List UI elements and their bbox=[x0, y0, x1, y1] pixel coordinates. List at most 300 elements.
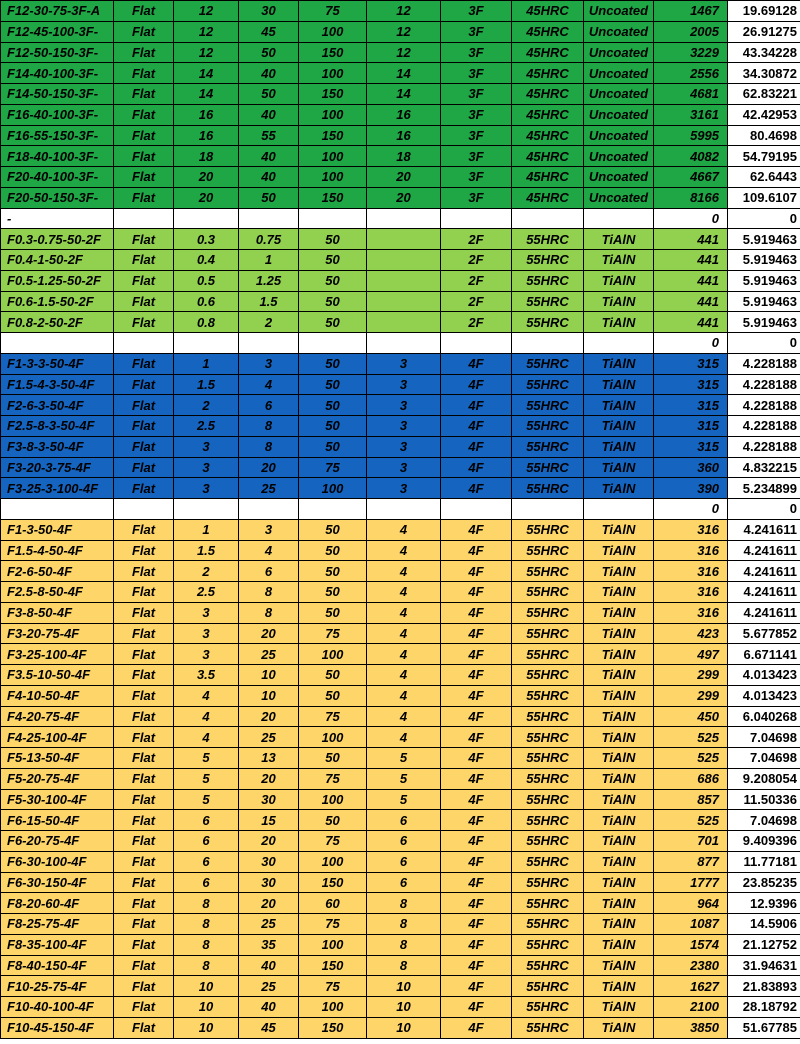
cell-shape[interactable]: Flat bbox=[114, 187, 174, 208]
cell-diameter[interactable]: 16 bbox=[174, 125, 239, 146]
cell-flute-length[interactable]: 6 bbox=[239, 561, 299, 582]
cell-price[interactable]: 1087 bbox=[654, 914, 728, 935]
cell-value[interactable]: 4.013423 bbox=[728, 665, 800, 686]
cell-overall-length[interactable]: 100 bbox=[299, 104, 367, 125]
cell-hardness[interactable]: 45HRC bbox=[512, 146, 584, 167]
cell-coating[interactable] bbox=[584, 499, 654, 520]
cell-value[interactable]: 5.677852 bbox=[728, 623, 800, 644]
cell-flutes[interactable]: 4F bbox=[441, 810, 512, 831]
cell-shank[interactable]: 5 bbox=[367, 748, 441, 769]
cell-value[interactable]: 11.77181 bbox=[728, 851, 800, 872]
cell-value[interactable]: 31.94631 bbox=[728, 955, 800, 976]
cell-shape[interactable]: Flat bbox=[114, 312, 174, 333]
cell-flute-length[interactable]: 30 bbox=[239, 789, 299, 810]
cell-shape[interactable]: Flat bbox=[114, 84, 174, 105]
cell-coating[interactable]: TiAlN bbox=[584, 685, 654, 706]
cell-hardness[interactable]: 55HRC bbox=[512, 457, 584, 478]
cell-value[interactable]: 5.919463 bbox=[728, 312, 800, 333]
cell-value[interactable]: 43.34228 bbox=[728, 42, 800, 63]
cell-part-number[interactable]: F4-20-75-4F bbox=[1, 706, 114, 727]
cell-hardness[interactable]: 45HRC bbox=[512, 187, 584, 208]
cell-shank[interactable]: 3 bbox=[367, 416, 441, 437]
cell-flute-length[interactable]: 8 bbox=[239, 436, 299, 457]
cell-part-number[interactable]: F0.6-1.5-50-2F bbox=[1, 291, 114, 312]
cell-overall-length[interactable]: 50 bbox=[299, 602, 367, 623]
cell-value[interactable]: 4.228188 bbox=[728, 436, 800, 457]
cell-diameter[interactable]: 0.6 bbox=[174, 291, 239, 312]
cell-flutes[interactable]: 2F bbox=[441, 291, 512, 312]
cell-coating[interactable]: TiAlN bbox=[584, 914, 654, 935]
cell-flutes[interactable]: 4F bbox=[441, 955, 512, 976]
cell-value[interactable]: 6.040268 bbox=[728, 706, 800, 727]
cell-flutes[interactable]: 4F bbox=[441, 374, 512, 395]
cell-diameter[interactable]: 3 bbox=[174, 436, 239, 457]
cell-overall-length[interactable]: 150 bbox=[299, 125, 367, 146]
cell-price[interactable]: 450 bbox=[654, 706, 728, 727]
cell-hardness[interactable]: 55HRC bbox=[512, 810, 584, 831]
cell-hardness[interactable]: 55HRC bbox=[512, 602, 584, 623]
cell-flutes[interactable]: 4F bbox=[441, 748, 512, 769]
cell-flutes[interactable]: 4F bbox=[441, 436, 512, 457]
cell-value[interactable]: 4.228188 bbox=[728, 353, 800, 374]
cell-part-number[interactable]: F1.5-4-50-4F bbox=[1, 540, 114, 561]
cell-flute-length[interactable]: 20 bbox=[239, 623, 299, 644]
cell-hardness[interactable] bbox=[512, 333, 584, 354]
cell-overall-length[interactable]: 50 bbox=[299, 748, 367, 769]
cell-overall-length[interactable]: 150 bbox=[299, 955, 367, 976]
cell-hardness[interactable]: 55HRC bbox=[512, 436, 584, 457]
cell-flute-length[interactable]: 25 bbox=[239, 914, 299, 935]
cell-shank[interactable]: 6 bbox=[367, 872, 441, 893]
cell-price[interactable]: 360 bbox=[654, 457, 728, 478]
cell-diameter[interactable]: 10 bbox=[174, 997, 239, 1018]
cell-part-number[interactable]: F0.8-2-50-2F bbox=[1, 312, 114, 333]
cell-shape[interactable]: Flat bbox=[114, 291, 174, 312]
cell-hardness[interactable]: 55HRC bbox=[512, 250, 584, 271]
cell-overall-length[interactable] bbox=[299, 333, 367, 354]
cell-coating[interactable]: Uncoated bbox=[584, 1, 654, 22]
cell-flute-length[interactable]: 40 bbox=[239, 104, 299, 125]
cell-overall-length[interactable]: 50 bbox=[299, 810, 367, 831]
cell-shank[interactable]: 4 bbox=[367, 685, 441, 706]
cell-flutes[interactable]: 4F bbox=[441, 395, 512, 416]
cell-coating[interactable]: Uncoated bbox=[584, 63, 654, 84]
cell-part-number[interactable]: F1.5-4-3-50-4F bbox=[1, 374, 114, 395]
cell-overall-length[interactable]: 50 bbox=[299, 250, 367, 271]
cell-coating[interactable]: Uncoated bbox=[584, 104, 654, 125]
cell-diameter[interactable]: 2.5 bbox=[174, 582, 239, 603]
cell-flutes[interactable]: 4F bbox=[441, 789, 512, 810]
cell-coating[interactable]: TiAlN bbox=[584, 1017, 654, 1038]
cell-flute-length[interactable]: 1 bbox=[239, 250, 299, 271]
cell-flutes[interactable]: 4F bbox=[441, 872, 512, 893]
cell-flutes[interactable]: 4F bbox=[441, 623, 512, 644]
cell-hardness[interactable]: 55HRC bbox=[512, 312, 584, 333]
cell-part-number[interactable]: F1-3-50-4F bbox=[1, 519, 114, 540]
cell-flute-length[interactable]: 25 bbox=[239, 976, 299, 997]
cell-flute-length[interactable]: 50 bbox=[239, 42, 299, 63]
cell-coating[interactable]: TiAlN bbox=[584, 997, 654, 1018]
cell-value[interactable]: 4.241611 bbox=[728, 519, 800, 540]
cell-value[interactable]: 4.832215 bbox=[728, 457, 800, 478]
cell-coating[interactable]: TiAlN bbox=[584, 789, 654, 810]
cell-diameter[interactable]: 6 bbox=[174, 831, 239, 852]
cell-hardness[interactable]: 45HRC bbox=[512, 42, 584, 63]
cell-flute-length[interactable]: 45 bbox=[239, 1017, 299, 1038]
cell-overall-length[interactable]: 100 bbox=[299, 789, 367, 810]
cell-part-number[interactable]: F8-20-60-4F bbox=[1, 893, 114, 914]
cell-hardness[interactable]: 45HRC bbox=[512, 167, 584, 188]
cell-shape[interactable]: Flat bbox=[114, 768, 174, 789]
cell-flutes[interactable]: 3F bbox=[441, 167, 512, 188]
cell-shape[interactable]: Flat bbox=[114, 540, 174, 561]
cell-value[interactable]: 80.4698 bbox=[728, 125, 800, 146]
cell-coating[interactable]: Uncoated bbox=[584, 187, 654, 208]
cell-flutes[interactable]: 3F bbox=[441, 104, 512, 125]
cell-shank[interactable]: 4 bbox=[367, 623, 441, 644]
cell-flutes[interactable]: 4F bbox=[441, 457, 512, 478]
cell-part-number[interactable]: F2.5-8-3-50-4F bbox=[1, 416, 114, 437]
cell-price[interactable]: 525 bbox=[654, 810, 728, 831]
cell-hardness[interactable]: 55HRC bbox=[512, 582, 584, 603]
cell-flutes[interactable]: 4F bbox=[441, 997, 512, 1018]
cell-diameter[interactable]: 6 bbox=[174, 810, 239, 831]
cell-diameter[interactable]: 14 bbox=[174, 84, 239, 105]
cell-overall-length[interactable]: 50 bbox=[299, 416, 367, 437]
cell-value[interactable]: 51.67785 bbox=[728, 1017, 800, 1038]
cell-diameter[interactable]: 0.5 bbox=[174, 270, 239, 291]
cell-shape[interactable]: Flat bbox=[114, 706, 174, 727]
cell-shape[interactable]: Flat bbox=[114, 582, 174, 603]
cell-flute-length[interactable]: 30 bbox=[239, 1, 299, 22]
cell-coating[interactable]: TiAlN bbox=[584, 748, 654, 769]
cell-flutes[interactable]: 4F bbox=[441, 706, 512, 727]
cell-shape[interactable]: Flat bbox=[114, 519, 174, 540]
cell-hardness[interactable] bbox=[512, 208, 584, 229]
cell-price[interactable]: 964 bbox=[654, 893, 728, 914]
cell-flutes[interactable]: 3F bbox=[441, 42, 512, 63]
cell-price[interactable]: 441 bbox=[654, 291, 728, 312]
cell-value[interactable]: 4.241611 bbox=[728, 602, 800, 623]
cell-shank[interactable]: 4 bbox=[367, 727, 441, 748]
cell-flute-length[interactable]: 25 bbox=[239, 644, 299, 665]
cell-hardness[interactable]: 55HRC bbox=[512, 395, 584, 416]
cell-part-number[interactable]: F10-40-100-4F bbox=[1, 997, 114, 1018]
cell-hardness[interactable]: 55HRC bbox=[512, 1017, 584, 1038]
cell-value[interactable]: 34.30872 bbox=[728, 63, 800, 84]
cell-price[interactable]: 423 bbox=[654, 623, 728, 644]
cell-flute-length[interactable]: 1.25 bbox=[239, 270, 299, 291]
cell-flutes[interactable]: 4F bbox=[441, 353, 512, 374]
cell-part-number[interactable]: F8-25-75-4F bbox=[1, 914, 114, 935]
cell-overall-length[interactable]: 150 bbox=[299, 1017, 367, 1038]
cell-hardness[interactable]: 55HRC bbox=[512, 561, 584, 582]
cell-shank[interactable]: 14 bbox=[367, 84, 441, 105]
cell-flute-length[interactable]: 20 bbox=[239, 831, 299, 852]
cell-shape[interactable]: Flat bbox=[114, 914, 174, 935]
cell-flute-length[interactable]: 8 bbox=[239, 416, 299, 437]
cell-price[interactable]: 525 bbox=[654, 727, 728, 748]
cell-diameter[interactable]: 3 bbox=[174, 457, 239, 478]
cell-flutes[interactable]: 4F bbox=[441, 831, 512, 852]
cell-value[interactable]: 0 bbox=[728, 208, 800, 229]
cell-diameter[interactable]: 8 bbox=[174, 955, 239, 976]
cell-overall-length[interactable]: 50 bbox=[299, 665, 367, 686]
cell-price[interactable]: 2005 bbox=[654, 21, 728, 42]
cell-diameter[interactable]: 8 bbox=[174, 893, 239, 914]
cell-shape[interactable]: Flat bbox=[114, 436, 174, 457]
cell-diameter[interactable]: 12 bbox=[174, 42, 239, 63]
cell-overall-length[interactable]: 50 bbox=[299, 270, 367, 291]
cell-coating[interactable]: TiAlN bbox=[584, 727, 654, 748]
cell-flutes[interactable]: 2F bbox=[441, 270, 512, 291]
cell-part-number[interactable]: F3-20-3-75-4F bbox=[1, 457, 114, 478]
cell-part-number[interactable]: F0.5-1.25-50-2F bbox=[1, 270, 114, 291]
cell-shank[interactable]: 3 bbox=[367, 478, 441, 499]
cell-flutes[interactable]: 4F bbox=[441, 914, 512, 935]
cell-flutes[interactable]: 4F bbox=[441, 665, 512, 686]
cell-overall-length[interactable]: 75 bbox=[299, 706, 367, 727]
cell-flute-length[interactable]: 35 bbox=[239, 934, 299, 955]
cell-flute-length[interactable]: 20 bbox=[239, 706, 299, 727]
cell-coating[interactable]: Uncoated bbox=[584, 84, 654, 105]
cell-shank[interactable]: 16 bbox=[367, 104, 441, 125]
cell-flutes[interactable]: 2F bbox=[441, 250, 512, 271]
cell-shape[interactable]: Flat bbox=[114, 665, 174, 686]
cell-diameter[interactable]: 1.5 bbox=[174, 374, 239, 395]
cell-price[interactable]: 441 bbox=[654, 250, 728, 271]
cell-value[interactable]: 26.91275 bbox=[728, 21, 800, 42]
cell-part-number[interactable]: F12-45-100-3F- bbox=[1, 21, 114, 42]
cell-part-number[interactable]: F2.5-8-50-4F bbox=[1, 582, 114, 603]
cell-diameter[interactable]: 14 bbox=[174, 63, 239, 84]
cell-shape[interactable]: Flat bbox=[114, 893, 174, 914]
cell-part-number[interactable] bbox=[1, 499, 114, 520]
cell-hardness[interactable]: 55HRC bbox=[512, 997, 584, 1018]
cell-price[interactable]: 1777 bbox=[654, 872, 728, 893]
cell-overall-length[interactable]: 50 bbox=[299, 540, 367, 561]
cell-shank[interactable]: 12 bbox=[367, 42, 441, 63]
cell-hardness[interactable]: 55HRC bbox=[512, 768, 584, 789]
cell-diameter[interactable]: 0.4 bbox=[174, 250, 239, 271]
cell-shape[interactable] bbox=[114, 333, 174, 354]
cell-price[interactable]: 315 bbox=[654, 416, 728, 437]
cell-flute-length[interactable]: 25 bbox=[239, 478, 299, 499]
cell-diameter[interactable]: 2 bbox=[174, 395, 239, 416]
cell-hardness[interactable]: 55HRC bbox=[512, 416, 584, 437]
cell-coating[interactable]: TiAlN bbox=[584, 872, 654, 893]
cell-diameter[interactable]: 18 bbox=[174, 146, 239, 167]
cell-shank[interactable]: 6 bbox=[367, 810, 441, 831]
cell-shape[interactable]: Flat bbox=[114, 250, 174, 271]
cell-hardness[interactable]: 55HRC bbox=[512, 665, 584, 686]
cell-price[interactable]: 2100 bbox=[654, 997, 728, 1018]
cell-flute-length[interactable]: 20 bbox=[239, 457, 299, 478]
cell-price[interactable]: 4681 bbox=[654, 84, 728, 105]
cell-shape[interactable]: Flat bbox=[114, 872, 174, 893]
cell-coating[interactable]: TiAlN bbox=[584, 312, 654, 333]
cell-shank[interactable]: 3 bbox=[367, 374, 441, 395]
cell-flute-length[interactable]: 10 bbox=[239, 665, 299, 686]
cell-value[interactable]: 23.85235 bbox=[728, 872, 800, 893]
cell-shape[interactable]: Flat bbox=[114, 353, 174, 374]
cell-flutes[interactable]: 4F bbox=[441, 727, 512, 748]
cell-shank[interactable]: 8 bbox=[367, 955, 441, 976]
cell-shape[interactable]: Flat bbox=[114, 851, 174, 872]
cell-flute-length[interactable]: 4 bbox=[239, 374, 299, 395]
cell-price[interactable]: 316 bbox=[654, 602, 728, 623]
cell-hardness[interactable]: 45HRC bbox=[512, 125, 584, 146]
cell-hardness[interactable]: 45HRC bbox=[512, 84, 584, 105]
cell-diameter[interactable]: 3 bbox=[174, 602, 239, 623]
cell-part-number[interactable]: F6-15-50-4F bbox=[1, 810, 114, 831]
cell-flute-length[interactable]: 20 bbox=[239, 893, 299, 914]
cell-value[interactable]: 62.6443 bbox=[728, 167, 800, 188]
cell-shape[interactable]: Flat bbox=[114, 270, 174, 291]
cell-part-number[interactable]: F14-50-150-3F- bbox=[1, 84, 114, 105]
cell-flute-length[interactable] bbox=[239, 333, 299, 354]
cell-flute-length[interactable]: 3 bbox=[239, 353, 299, 374]
cell-flutes[interactable]: 3F bbox=[441, 187, 512, 208]
cell-diameter[interactable]: 10 bbox=[174, 976, 239, 997]
cell-price[interactable]: 2556 bbox=[654, 63, 728, 84]
cell-value[interactable]: 4.228188 bbox=[728, 395, 800, 416]
cell-diameter[interactable]: 3 bbox=[174, 644, 239, 665]
cell-shank[interactable]: 20 bbox=[367, 167, 441, 188]
cell-overall-length[interactable] bbox=[299, 208, 367, 229]
cell-coating[interactable]: TiAlN bbox=[584, 229, 654, 250]
cell-shank[interactable] bbox=[367, 291, 441, 312]
cell-shank[interactable]: 3 bbox=[367, 436, 441, 457]
cell-coating[interactable]: TiAlN bbox=[584, 291, 654, 312]
cell-shape[interactable]: Flat bbox=[114, 685, 174, 706]
cell-coating[interactable]: Uncoated bbox=[584, 146, 654, 167]
cell-value[interactable]: 4.241611 bbox=[728, 540, 800, 561]
cell-part-number[interactable]: F8-35-100-4F bbox=[1, 934, 114, 955]
cell-flute-length[interactable] bbox=[239, 208, 299, 229]
cell-shank[interactable]: 10 bbox=[367, 976, 441, 997]
cell-flute-length[interactable]: 15 bbox=[239, 810, 299, 831]
cell-diameter[interactable]: 8 bbox=[174, 934, 239, 955]
cell-shank[interactable] bbox=[367, 270, 441, 291]
cell-part-number[interactable]: F0.3-0.75-50-2F bbox=[1, 229, 114, 250]
cell-shape[interactable]: Flat bbox=[114, 21, 174, 42]
cell-flute-length[interactable]: 0.75 bbox=[239, 229, 299, 250]
cell-flutes[interactable]: 4F bbox=[441, 768, 512, 789]
cell-overall-length[interactable]: 100 bbox=[299, 644, 367, 665]
cell-diameter[interactable]: 1 bbox=[174, 353, 239, 374]
cell-flute-length[interactable]: 8 bbox=[239, 602, 299, 623]
cell-price[interactable]: 4667 bbox=[654, 167, 728, 188]
cell-diameter[interactable] bbox=[174, 208, 239, 229]
cell-price[interactable]: 701 bbox=[654, 831, 728, 852]
cell-flutes[interactable]: 4F bbox=[441, 976, 512, 997]
cell-value[interactable]: 5.234899 bbox=[728, 478, 800, 499]
cell-coating[interactable]: TiAlN bbox=[584, 893, 654, 914]
cell-part-number[interactable]: F5-20-75-4F bbox=[1, 768, 114, 789]
cell-price[interactable]: 5995 bbox=[654, 125, 728, 146]
cell-shape[interactable]: Flat bbox=[114, 1, 174, 22]
cell-value[interactable]: 7.04698 bbox=[728, 727, 800, 748]
cell-flutes[interactable]: 4F bbox=[441, 519, 512, 540]
cell-flute-length[interactable]: 30 bbox=[239, 851, 299, 872]
cell-flute-length[interactable]: 10 bbox=[239, 685, 299, 706]
cell-flute-length[interactable]: 40 bbox=[239, 63, 299, 84]
cell-shank[interactable] bbox=[367, 229, 441, 250]
cell-part-number[interactable]: F12-50-150-3F- bbox=[1, 42, 114, 63]
cell-flutes[interactable] bbox=[441, 208, 512, 229]
cell-shank[interactable]: 6 bbox=[367, 851, 441, 872]
cell-price[interactable]: 1574 bbox=[654, 934, 728, 955]
cell-diameter[interactable] bbox=[174, 333, 239, 354]
cell-value[interactable]: 4.241611 bbox=[728, 561, 800, 582]
cell-diameter[interactable]: 6 bbox=[174, 851, 239, 872]
cell-price[interactable]: 315 bbox=[654, 395, 728, 416]
cell-overall-length[interactable] bbox=[299, 499, 367, 520]
cell-coating[interactable]: TiAlN bbox=[584, 478, 654, 499]
cell-shank[interactable] bbox=[367, 333, 441, 354]
cell-part-number[interactable]: F14-40-100-3F- bbox=[1, 63, 114, 84]
cell-flutes[interactable]: 3F bbox=[441, 1, 512, 22]
cell-overall-length[interactable]: 150 bbox=[299, 872, 367, 893]
cell-part-number[interactable]: F5-30-100-4F bbox=[1, 789, 114, 810]
cell-shank[interactable]: 8 bbox=[367, 893, 441, 914]
cell-overall-length[interactable]: 50 bbox=[299, 519, 367, 540]
cell-part-number[interactable]: F6-30-100-4F bbox=[1, 851, 114, 872]
cell-price[interactable]: 3850 bbox=[654, 1017, 728, 1038]
cell-value[interactable]: 109.6107 bbox=[728, 187, 800, 208]
cell-flutes[interactable]: 4F bbox=[441, 644, 512, 665]
cell-flutes[interactable]: 3F bbox=[441, 84, 512, 105]
cell-shape[interactable]: Flat bbox=[114, 561, 174, 582]
cell-part-number[interactable]: - bbox=[1, 208, 114, 229]
cell-part-number[interactable]: F20-40-100-3F- bbox=[1, 167, 114, 188]
cell-diameter[interactable]: 0.3 bbox=[174, 229, 239, 250]
cell-overall-length[interactable]: 50 bbox=[299, 685, 367, 706]
cell-overall-length[interactable]: 50 bbox=[299, 374, 367, 395]
cell-shank[interactable]: 6 bbox=[367, 831, 441, 852]
cell-coating[interactable]: TiAlN bbox=[584, 561, 654, 582]
cell-flutes[interactable]: 3F bbox=[441, 146, 512, 167]
cell-part-number[interactable]: F5-13-50-4F bbox=[1, 748, 114, 769]
cell-part-number[interactable]: F12-30-75-3F-A bbox=[1, 1, 114, 22]
cell-hardness[interactable]: 55HRC bbox=[512, 519, 584, 540]
cell-coating[interactable]: Uncoated bbox=[584, 125, 654, 146]
cell-overall-length[interactable]: 100 bbox=[299, 167, 367, 188]
cell-value[interactable]: 21.83893 bbox=[728, 976, 800, 997]
cell-part-number[interactable]: F6-30-150-4F bbox=[1, 872, 114, 893]
cell-price[interactable]: 857 bbox=[654, 789, 728, 810]
cell-value[interactable]: 54.79195 bbox=[728, 146, 800, 167]
cell-part-number[interactable]: F4-25-100-4F bbox=[1, 727, 114, 748]
cell-diameter[interactable]: 20 bbox=[174, 187, 239, 208]
cell-part-number[interactable]: F16-40-100-3F- bbox=[1, 104, 114, 125]
cell-part-number[interactable]: F2-6-3-50-4F bbox=[1, 395, 114, 416]
cell-shank[interactable]: 4 bbox=[367, 665, 441, 686]
cell-coating[interactable] bbox=[584, 208, 654, 229]
cell-hardness[interactable]: 45HRC bbox=[512, 21, 584, 42]
cell-coating[interactable]: TiAlN bbox=[584, 955, 654, 976]
cell-shape[interactable] bbox=[114, 208, 174, 229]
cell-overall-length[interactable]: 150 bbox=[299, 84, 367, 105]
cell-coating[interactable]: TiAlN bbox=[584, 831, 654, 852]
cell-diameter[interactable]: 3 bbox=[174, 478, 239, 499]
cell-part-number[interactable]: F18-40-100-3F- bbox=[1, 146, 114, 167]
cell-diameter[interactable]: 4 bbox=[174, 685, 239, 706]
cell-overall-length[interactable]: 100 bbox=[299, 146, 367, 167]
cell-value[interactable]: 62.83221 bbox=[728, 84, 800, 105]
cell-price[interactable]: 315 bbox=[654, 353, 728, 374]
